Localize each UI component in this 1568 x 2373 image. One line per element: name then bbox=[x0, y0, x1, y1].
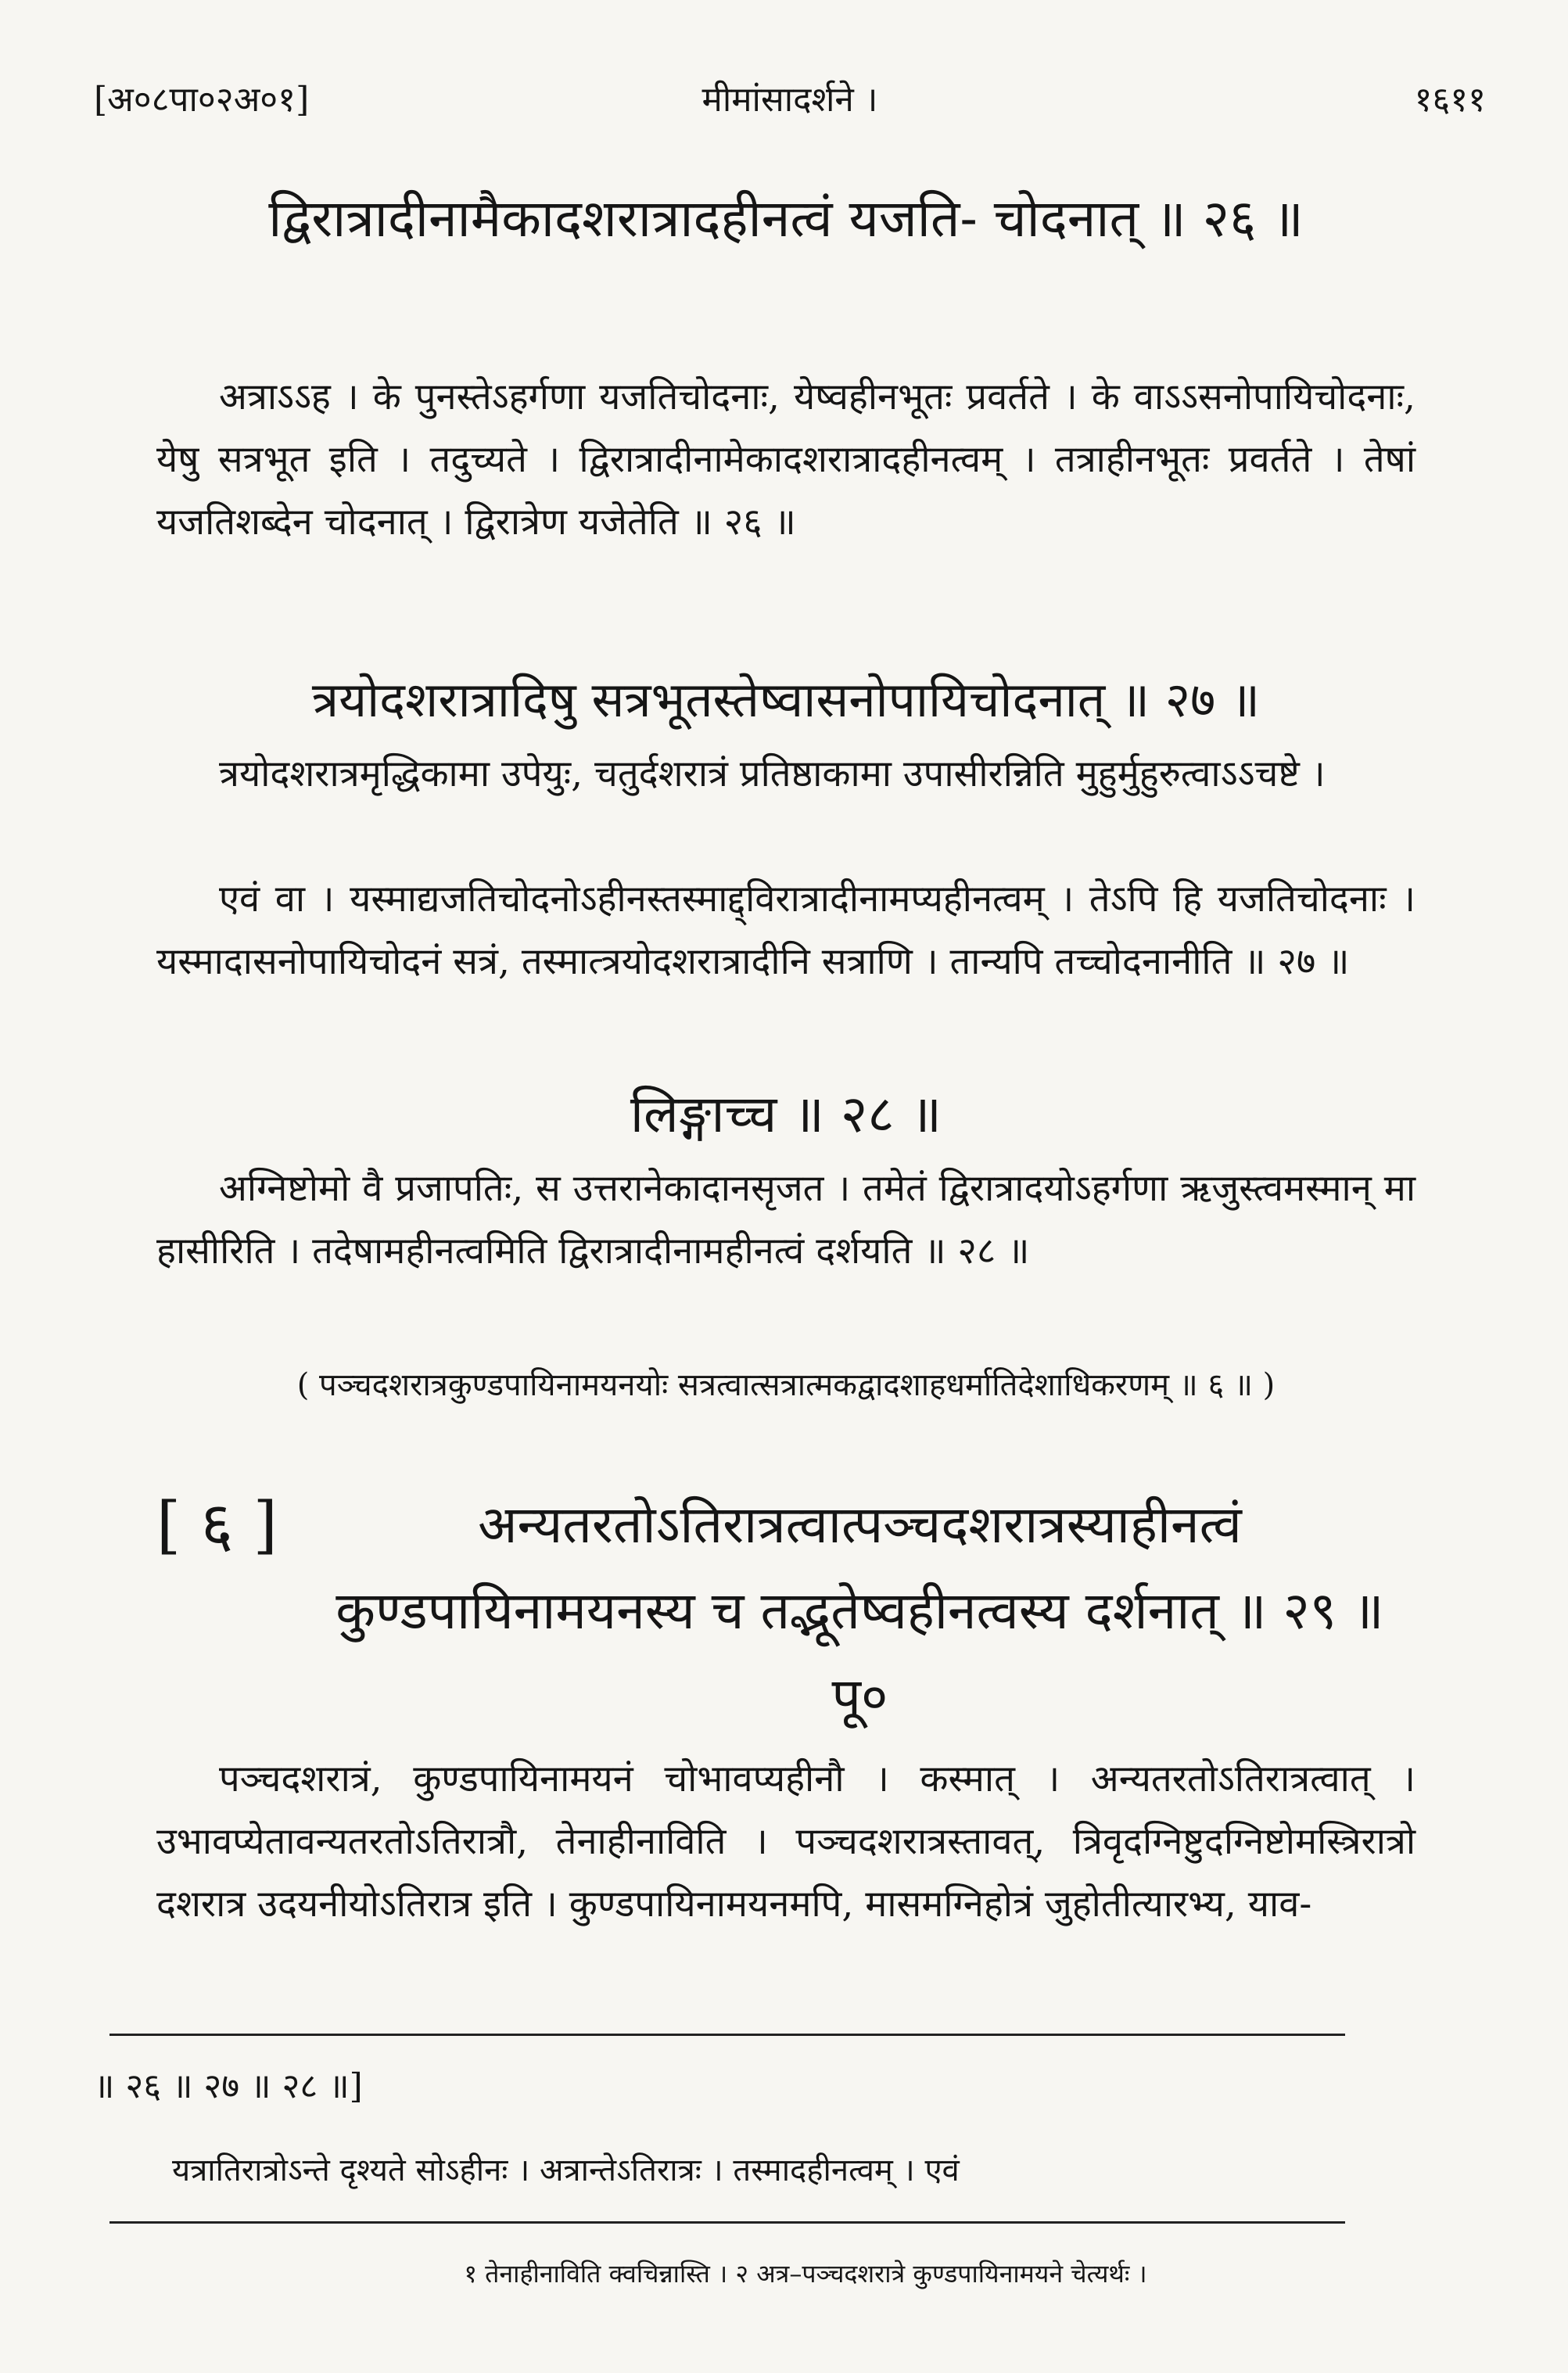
sutra-26: द्विरात्रादीनामैकादशरात्रादहीनत्वं यजति- चोदनात् ॥ २६ ॥ bbox=[268, 188, 1304, 249]
page-header bbox=[94, 74, 1486, 137]
footnote-rule bbox=[109, 2221, 1345, 2224]
adhikarana-title: ( पञ्चदशरात्रकुण्डपायिनामयनयोः सत्रत्वात्सत्रात्मकद्वादशाहधर्मातिदेशाधिकरणम् ॥ ६ ॥ ) bbox=[296, 1367, 1276, 1403]
chapter-reference: [अ०८पा०२अ०१] bbox=[94, 80, 310, 120]
sutra-27: त्रयोदशरात्रादिषु सत्रभूतस्तेष्वासनोपायिचोदनात् ॥ २७ ॥ bbox=[311, 671, 1261, 728]
footnote-variants: १ तेनाहीनाविति क्वचिन्नास्ति । २ अत्र–पञ्चदशरात्रे कुण्डपायिनामयने चेत्यर्थः । bbox=[464, 2259, 1147, 2289]
page-number: १६११ bbox=[1414, 80, 1486, 120]
divider-rule bbox=[109, 2034, 1345, 2036]
commentary-27-b: एवं वा । यस्माद्यजतिचोदनोऽहीनस्तस्माद्द्विरात्रादीनामप्यहीनत्वम् । तेऽपि हि यजतिचोदनाः । यस्मादासनोपायिचोदनं सत्रं, तस्मात्त्रयोदशरात्रादीनि सत्राणि । तान्यपि तच्चोदनानीति ॥ २७ ॥ bbox=[156, 878, 1416, 983]
commentary-28: अग्निष्टोमो वै प्रजापतिः, स उत्तरानेकादानसृजत । तमेतं द्विरात्रादयोऽहर्गणा ऋजुस्त्वमस्मान् मा हासीरिति । तदेषामहीनत्वमिति द्विरात्रादीनामहीनत्वं दर्शयति ॥ २८ ॥ bbox=[156, 1167, 1416, 1273]
commentary-26: अत्राऽऽह । के पुनस्तेऽहर्गणा यजतिचोदनाः, येष्वहीनभूतः प्रवर्तते । के वाऽऽसनोपायिचोदनाः, येषु सत्रभूत इति । तदुच्यते । द्विरात्रादीनामेकादशरात्रादहीनत्वम् । तत्राहीनभूतः प्रवर्तते । तेषां यजतिशब्देन चोदनात् । द्विरात्रेण यजेतेति ॥ २६ ॥ bbox=[156, 375, 1416, 544]
sutra-references: ॥ २६ ॥ २७ ॥ २८ ॥] bbox=[94, 2066, 363, 2106]
commentary-29: पञ्चदशरात्रं, कुण्डपायिनामयनं चोभावप्यहीनौ । कस्मात् । अन्यतरतोऽतिरात्रत्वात् । उभावप्येतावन्यतरतोऽतिरात्रौ, तेनाहीनाविति । पञ्चदशरात्रस्तावत्, त्रिवृदग्निष्टुदग्निष्टोमस्त्रिरात्रो दशरात्र उदयनीयोऽतिरात्र इति । कुण्डपायिनामयनमपि, मासमग्निहोत्रं जुहोतीत्यारभ्य, याव- bbox=[156, 1757, 1416, 1926]
footnote-gloss: यत्रातिरात्रोऽन्ते दृश्यते सोऽहीनः । अत्रान्तेऽतिरात्रः । तस्मादहीनत्वम् । एवं bbox=[172, 2152, 960, 2188]
section-number: [ ६ ] bbox=[156, 1488, 278, 1561]
running-title: मीमांसादर्शने । bbox=[701, 80, 878, 120]
commentary-27-a: त्रयोदशरात्रमृद्धिकामा उपेयुः, चतुर्दशरात्रं प्रतिष्ठाकामा उपासीरन्निति मुहुर्मुहुरुत्वाऽऽचष्टे । bbox=[219, 752, 1326, 795]
sutra-28: लिङ्गाच्च ॥ २८ ॥ bbox=[630, 1084, 942, 1144]
sutra-29: [ ६ ] अन्यतरतोऽतिरात्रत्वात्पञ्चदशरात्रस्याहीनत्वं कुण्डपायिनामयनस्य च तद्भूतेष्वहीनत्वस्य दर्शनात् ॥ २९ ॥ पू० bbox=[156, 1482, 1416, 1740]
